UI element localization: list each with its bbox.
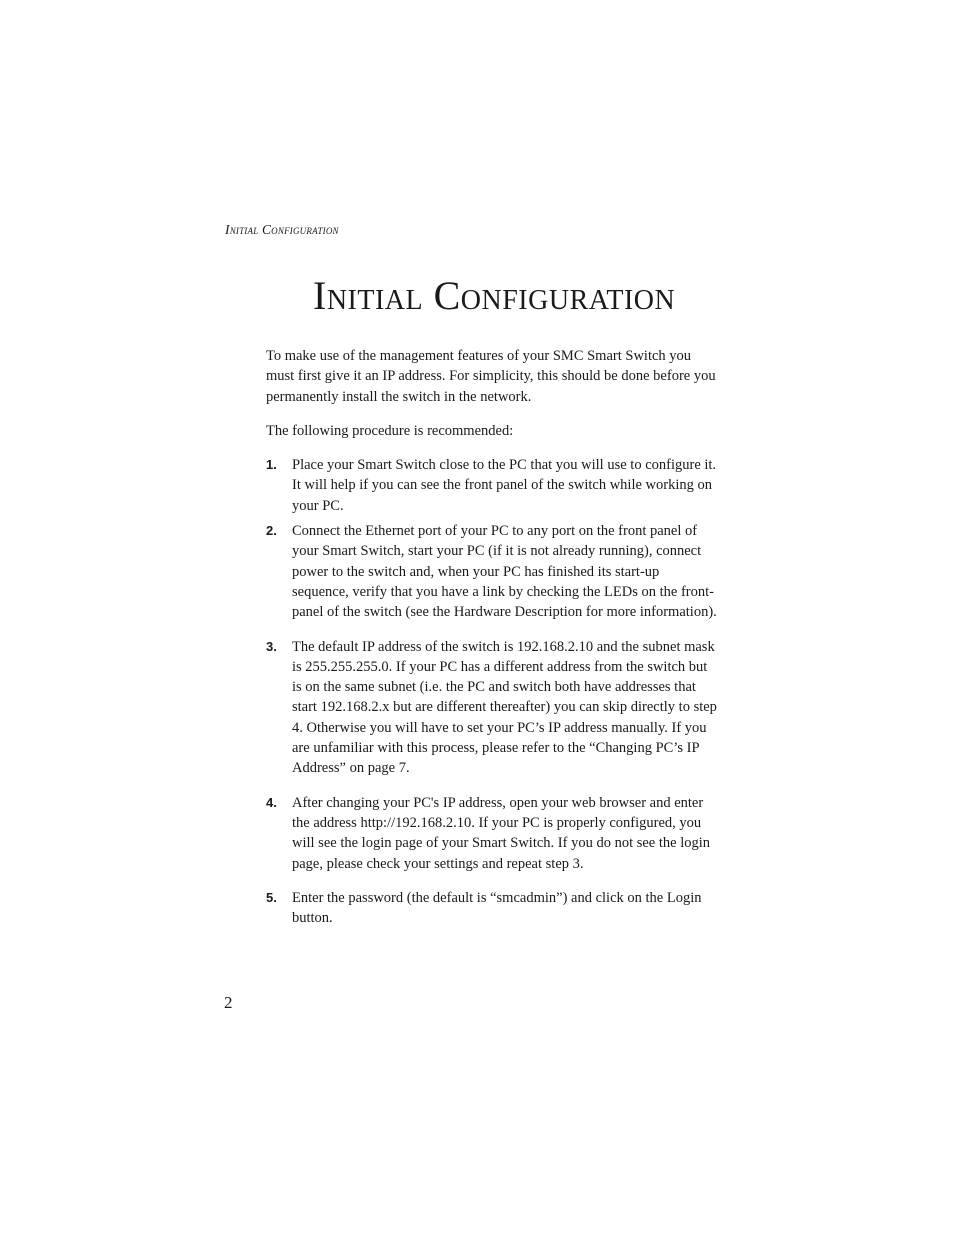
step-5 [266,888,718,929]
step-text: After changing your PC's IP address, open your web browser and enter the address http://192.168.2.10. If your PC is properly configured, you will see the login page of your Smart Switch. If you do not see the login page, please check your settings and repeat step 3. [292,794,711,872]
step-4 [266,793,718,874]
step-2 [266,521,718,622]
page-number: 2 [224,993,233,1012]
procedure-lead: The following procedure is recommended: [266,422,514,439]
body-content [266,346,718,928]
step-number: 4. [266,794,277,810]
step-number: 1. [266,457,277,473]
step-number: 5. [266,889,277,905]
intro-paragraph: To make use of the management features of your SMC Smart Switch you must first give it an IP address. For simplicity, this should be done before you permanently install the switch in the network. [266,348,716,405]
step-text: The default IP address of the switch is 192.168.2.10 and the subnet mask is 255.255.255.0. If your PC has a different address from the switch but is on the same subnet (i.e. the PC and switch both have addresses that start 192.168.2.x but are different thereafter) you can skip directly to step 4. Otherwise you will have to set your PC’s IP address manually. If you are unfamiliar with this process, please refer to the “Changing PC’s IP Address” on page 7. [292,638,717,777]
procedure-steps [266,455,718,928]
step-number: 2. [266,523,277,539]
step-text: Place your Smart Switch close to the PC that you will use to configure it. It will help if you can see the front panel of the switch while working on your PC. [292,457,717,514]
step-text: Enter the password (the default is “smcadmin”) and click on the Login button. [292,889,702,927]
running-header: Initial Configuration [225,222,339,237]
step-1 [266,455,718,516]
step-text: Connect the Ethernet port of your PC to any port on the front panel of your Smart Switch, start your PC (if it is not already running), connect power to the switch and, when your PC has finished its start-up sequence, verify that you have a link by checking the LEDs on the front-panel of the switch (see the Hardware Description for more information). [292,523,717,621]
page-title: Initial Configuration [313,273,676,318]
step-number: 3. [266,638,277,654]
step-3 [266,637,718,779]
